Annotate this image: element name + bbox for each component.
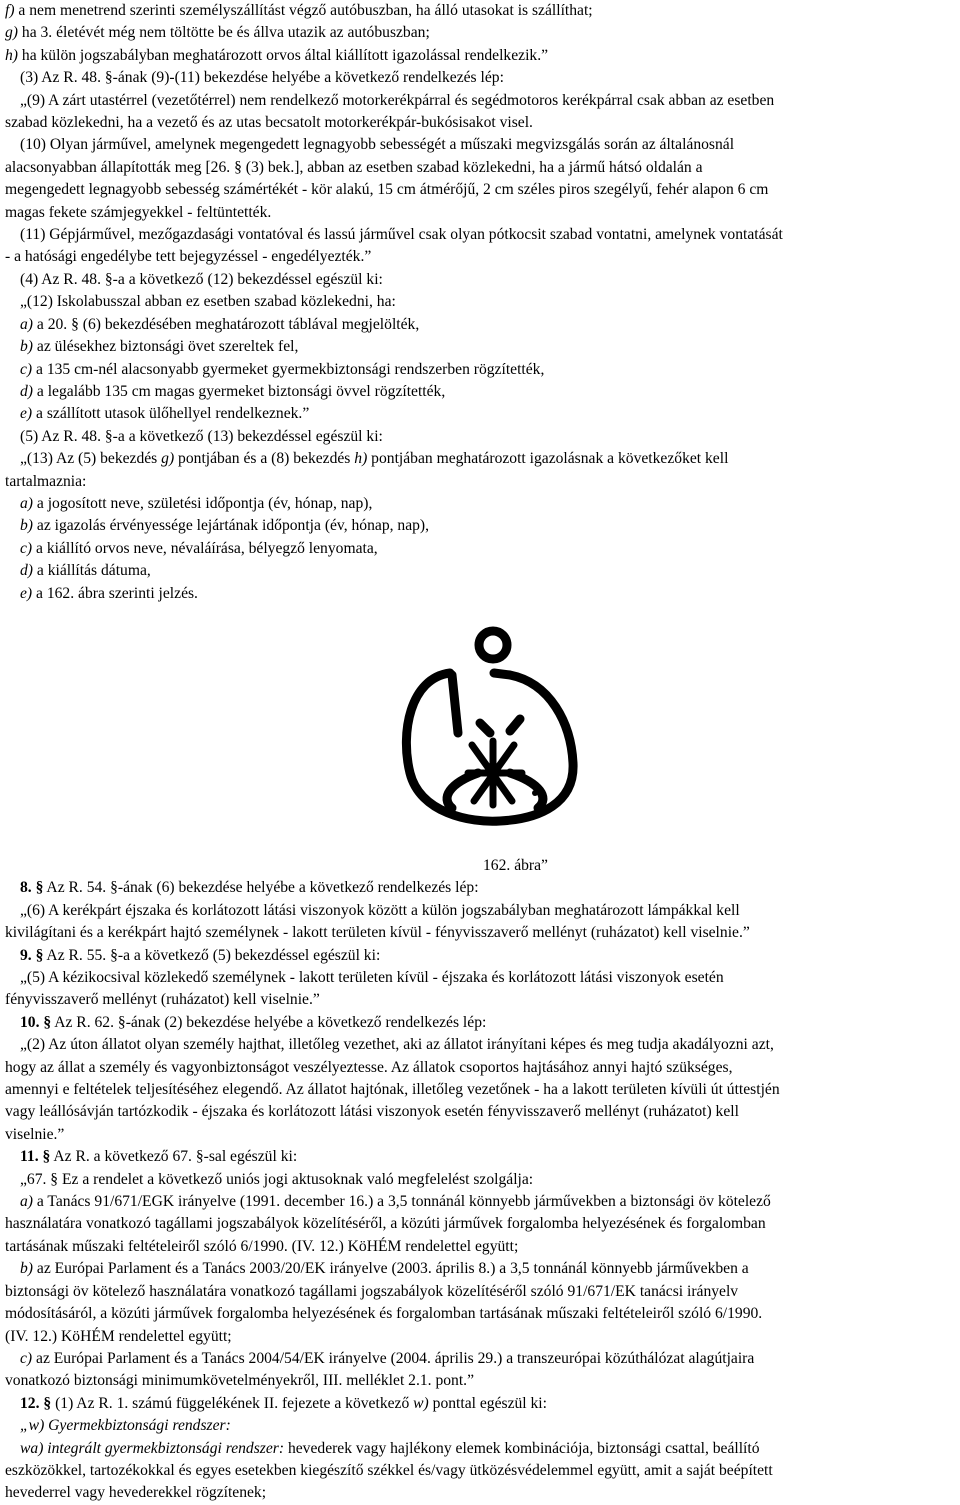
text-line bbox=[5, 291, 954, 313]
italic-run: e) bbox=[20, 584, 33, 602]
text-run: Az R. 54. §-ának (6) bekezdése helyébe a következő rendelkezés lép: bbox=[43, 879, 479, 897]
text-line bbox=[5, 900, 954, 922]
text-run: viselnie.” bbox=[5, 1125, 65, 1143]
text-run: „(9) A zárt utastérrel (vezetőtérrel) nem rendelkező motorkerékpárral és segédmotoros kerékpárral csak abban az esetben bbox=[20, 91, 775, 109]
text-line bbox=[5, 1101, 954, 1123]
text-line bbox=[5, 359, 954, 381]
bold-run: 10. § bbox=[20, 1013, 52, 1031]
text-run: tartásának műszaki feltételeiről szóló 6/1990. (IV. 12.) KöHÉM rendelettel együtt; bbox=[5, 1237, 519, 1255]
text-line bbox=[5, 1169, 954, 1191]
text-line bbox=[5, 1191, 954, 1213]
text-line bbox=[5, 179, 954, 201]
figure-caption: 162. ábra” bbox=[483, 856, 548, 874]
text-line bbox=[5, 1079, 954, 1101]
text-run: ponttal egészül ki: bbox=[428, 1394, 547, 1412]
text-run: a nem menetrend szerinti személyszállítást végző autóbuszban, ha álló utasokat is szállíthat; bbox=[14, 2, 593, 19]
italic-run: e) bbox=[20, 405, 33, 423]
text-run: fényvisszaverő mellényt (ruházatot) kell viselnie.” bbox=[5, 991, 320, 1009]
text-run: megengedett legnagyobb sebesség számértékét - kör alakú, 15 cm átmérőjű, 2 cm széles piros szegélyű, fehér alapon 6 cm bbox=[5, 181, 769, 199]
text-run: szabad közlekedni, ha a vezető és az utas becsatolt motorkerékpár-bukósisakot visel. bbox=[5, 114, 533, 132]
text-run: a legalább 135 cm magas gyermeket biztonsági övvel rögzítették, bbox=[33, 382, 446, 400]
text-line bbox=[5, 1303, 954, 1325]
text-run: az ülésekhez biztonsági övet szereltek fel, bbox=[33, 338, 299, 356]
text-line bbox=[5, 336, 954, 358]
italic-run: a) bbox=[20, 315, 33, 333]
text-line bbox=[5, 134, 954, 156]
text-run: a szállított utasok ülőhellyel rendelkeznek.” bbox=[32, 405, 310, 423]
text-run: biztonsági öv kötelező használatára vonatkozó tagállami jogszabályok közelítéséről szóló 91/671/EK tanácsi irányelv bbox=[5, 1282, 739, 1300]
text-run: (3) Az R. 48. §-ának (9)-(11) bekezdése helyébe a következő rendelkezés lép: bbox=[20, 69, 504, 87]
child-safety-symbol-icon bbox=[390, 623, 590, 833]
text-block-after-figure bbox=[5, 877, 954, 1504]
italic-run: a) bbox=[20, 494, 33, 512]
text-line bbox=[5, 45, 954, 67]
text-run: a kiállító orvos neve, névaláírása, bélyegző lenyomata, bbox=[32, 539, 378, 557]
text-line bbox=[5, 403, 954, 425]
italic-run: g) bbox=[161, 450, 175, 468]
italic-run: b) bbox=[20, 1260, 33, 1278]
text-run: a Tanács 91/671/EGK irányelve (1991. december 16.) a 3,5 tonnánál könnyebb járművekben a biztonsági öv kötelező bbox=[33, 1193, 771, 1211]
bold-run: 11. § bbox=[20, 1148, 51, 1166]
text-line bbox=[5, 1146, 954, 1168]
text-run: (11) Gépjárművel, mezőgazdasági vontatóval és lassú járművel csak olyan pótkocsit szabad vontatni, amelynek vontatását bbox=[20, 226, 783, 244]
text-run: „67. § Ez a rendelet a következő uniós jogi aktusoknak való megfelelést szolgálja: bbox=[20, 1170, 534, 1188]
text-line bbox=[5, 448, 954, 470]
text-run: módosításáról, a közúti járművek forgalomba helyezésének és forgalomban tartásának műszaki feltételeiről szóló 6/1990. bbox=[5, 1305, 763, 1323]
text-run: vonatkozó biztonsági minimumkövetelményekről, III. melléklet 2.1. pont.” bbox=[5, 1372, 475, 1390]
text-line bbox=[5, 1326, 954, 1348]
italic-run: c) bbox=[20, 360, 33, 378]
text-run: hevederrel vagy hevederekkel rögzítenek; bbox=[5, 1484, 267, 1502]
text-run: az Európai Parlament és a Tanács 2004/54/EK irányelve (2004. április 29.) a transzeurópai közúthálózat alagútjaira bbox=[32, 1349, 755, 1367]
text-line bbox=[5, 112, 954, 134]
text-line bbox=[5, 945, 954, 967]
text-run: (4) Az R. 48. §-a a következő (12) bekezdéssel egészül ki: bbox=[20, 270, 383, 288]
text-run: kivilágítani és a kerékpárt hajtó személynek - lakott területen kívül - fényvisszaverő mellényt (ruházatot) kell viselnie.” bbox=[5, 924, 750, 942]
text-line bbox=[5, 224, 954, 246]
text-line bbox=[5, 1236, 954, 1258]
italic-run: c) bbox=[20, 539, 33, 557]
text-line bbox=[5, 922, 954, 944]
text-line bbox=[5, 1213, 954, 1235]
text-line bbox=[5, 1057, 954, 1079]
text-line bbox=[5, 1348, 954, 1370]
text-run: pontjában és a (8) bekezdés bbox=[174, 450, 355, 468]
italic-run: g) bbox=[5, 24, 18, 42]
text-run: hevederek vagy hajlékony elemek kombinációja, biztonsági csattal, beállító bbox=[284, 1439, 760, 1457]
text-run: „(13) Az (5) bekezdés bbox=[20, 450, 162, 468]
italic-run: c) bbox=[20, 1349, 33, 1367]
text-line bbox=[5, 1124, 954, 1146]
text-run: (5) Az R. 48. §-a a következő (13) bekezdéssel egészül ki: bbox=[20, 427, 383, 445]
text-run: alacsonyabban állapították meg [26. § (3) bek.], abban az esetben szabad közlekedni, ha a jármű hátsó oldalán a bbox=[5, 158, 703, 176]
text-line bbox=[5, 426, 954, 448]
text-run: Az R. 62. §-ának (2) bekezdése helyébe a következő rendelkezés lép: bbox=[51, 1013, 487, 1031]
text-run: (IV. 12.) KöHÉM rendelettel együtt; bbox=[5, 1327, 232, 1345]
text-run: „(6) A kerékpárt éjszaka és korlátozott látási viszonyok között a külön jogszabályban meghatározott lámpákkal kell bbox=[20, 901, 740, 919]
text-line bbox=[5, 1370, 954, 1392]
text-line bbox=[5, 246, 954, 268]
text-run: „(12) Iskolabusszal abban ez esetben szabad közlekedni, ha: bbox=[20, 293, 396, 311]
text-line bbox=[5, 1393, 954, 1415]
text-run: - a hatósági engedélybe tett bejegyzéssel - engedélyezték.” bbox=[5, 248, 372, 266]
text-line bbox=[5, 877, 954, 899]
text-line bbox=[5, 1012, 954, 1034]
text-run: Az R. a következő 67. §-sal egészül ki: bbox=[50, 1148, 298, 1166]
text-line bbox=[5, 493, 954, 515]
text-line bbox=[5, 989, 954, 1011]
italic-run: d) bbox=[20, 382, 33, 400]
text-run: a jogosított neve, születési időpontja (év, hónap, nap), bbox=[33, 494, 373, 512]
italic-run: d) bbox=[20, 562, 33, 580]
bold-run: 8. § bbox=[20, 879, 44, 897]
text-line bbox=[5, 515, 954, 537]
text-line bbox=[5, 67, 954, 89]
text-line bbox=[5, 1460, 954, 1482]
text-run: a 20. § (6) bekezdésében meghatározott táblával megjelölték, bbox=[33, 315, 420, 333]
text-line bbox=[5, 1438, 954, 1460]
italic-run: a) bbox=[20, 1193, 33, 1211]
italic-run: h) bbox=[354, 450, 368, 468]
text-block-before-figure bbox=[5, 0, 954, 605]
text-run: használatára vonatkozó tagállami jogszabályok közelítéséről, a közúti járművek forgalomba helyezésének és forgalomban bbox=[5, 1215, 766, 1233]
text-line bbox=[5, 202, 954, 224]
text-run: az igazolás érvényessége lejártának időpontja (év, hónap, nap), bbox=[33, 517, 430, 535]
bold-run: 9. § bbox=[20, 946, 44, 964]
italic-run: f) bbox=[5, 2, 15, 19]
italic-run: b) bbox=[20, 338, 33, 356]
text-run: amennyi e feltételek teljesítéséhez elegendő. Az állatot hajtónak, illetőleg vezetőnek - ha a lakott területen kívüli út úttestjén bbox=[5, 1081, 780, 1099]
text-run: pontjában meghatározott igazolásnak a következőket kell bbox=[367, 450, 729, 468]
text-run: (1) Az R. 1. számú függelékének II. fejezete a következő bbox=[51, 1394, 414, 1412]
italic-run: wa) integrált gyermekbiztonsági rendszer: bbox=[20, 1439, 285, 1457]
text-line bbox=[5, 1482, 954, 1504]
text-run: a kiállítás dátuma, bbox=[33, 562, 151, 580]
text-run: „(2) Az úton állatot olyan személy hajthat, illetőleg vezethet, aki az állatot irányítani képes és meg tudja akadályozni azt, bbox=[20, 1036, 774, 1054]
text-line bbox=[5, 538, 954, 560]
text-run: (10) Olyan járművel, amelynek megengedett legnagyobb sebességét a műszaki megvizsgálás során az általánosnál bbox=[20, 136, 735, 154]
text-line bbox=[5, 1258, 954, 1280]
italic-run: w) bbox=[413, 1394, 429, 1412]
text-line bbox=[5, 967, 954, 989]
text-line bbox=[5, 269, 954, 291]
text-line bbox=[5, 0, 954, 22]
text-line bbox=[5, 22, 954, 44]
text-line bbox=[5, 560, 954, 582]
text-run: tartalmaznia: bbox=[5, 472, 87, 490]
italic-run: „w) Gyermekbiztonsági rendszer: bbox=[20, 1417, 231, 1435]
text-run: eszközökkel, tartozékokkal és egyes esetekben kiegészítő székkel és/vagy ütközésvédelemmel együtt, amit a saját beépített bbox=[5, 1461, 773, 1479]
italic-run: h) bbox=[5, 46, 18, 64]
text-run: vagy leállósávján tartózkodik - éjszaka és korlátozott látási viszonyok esetén fényvisszaverő mellényt (ruházatot) kell bbox=[5, 1103, 739, 1121]
text-line bbox=[5, 1415, 954, 1437]
figure-162 bbox=[5, 605, 954, 855]
text-run: ha külön jogszabályban meghatározott orvos által kiállított igazolással rendelkezik.” bbox=[18, 46, 549, 64]
bold-run: 12. § bbox=[20, 1394, 52, 1412]
italic-run: b) bbox=[20, 517, 33, 535]
text-run: magas fekete számjegyekkel - feltüntették. bbox=[5, 203, 272, 221]
text-line bbox=[5, 381, 954, 403]
text-run: ha 3. életévét még nem töltötte be és állva utazik az autóbuszban; bbox=[18, 24, 430, 42]
text-run: a 162. ábra szerinti jelzés. bbox=[32, 584, 198, 602]
text-line bbox=[5, 1034, 954, 1056]
text-line bbox=[5, 1281, 954, 1303]
text-line bbox=[5, 471, 954, 493]
text-run: hogy az állat a személy és vagyonbiztonságot veszélyeztesse. Az állatok csoportos hajtásához annyi hajtó szükséges, bbox=[5, 1058, 733, 1076]
text-line bbox=[5, 157, 954, 179]
text-run: a 135 cm-nél alacsonyabb gyermeket gyermekbiztonsági rendszerben rögzítették, bbox=[32, 360, 545, 378]
text-line bbox=[5, 314, 954, 336]
text-run: Az R. 55. §-a a következő (5) bekezdéssel egészül ki: bbox=[43, 946, 381, 964]
text-line bbox=[5, 583, 954, 605]
text-line bbox=[5, 90, 954, 112]
text-run: az Európai Parlament és a Tanács 2003/20/EK irányelve (2003. április 8.) a 3,5 tonnánál könnyebb járművekben a bbox=[33, 1260, 749, 1278]
text-run: „(5) A kézikocsival közlekedő személynek - lakott területen kívül - éjszaka és korlátozott látási viszonyok esetén bbox=[20, 969, 724, 986]
